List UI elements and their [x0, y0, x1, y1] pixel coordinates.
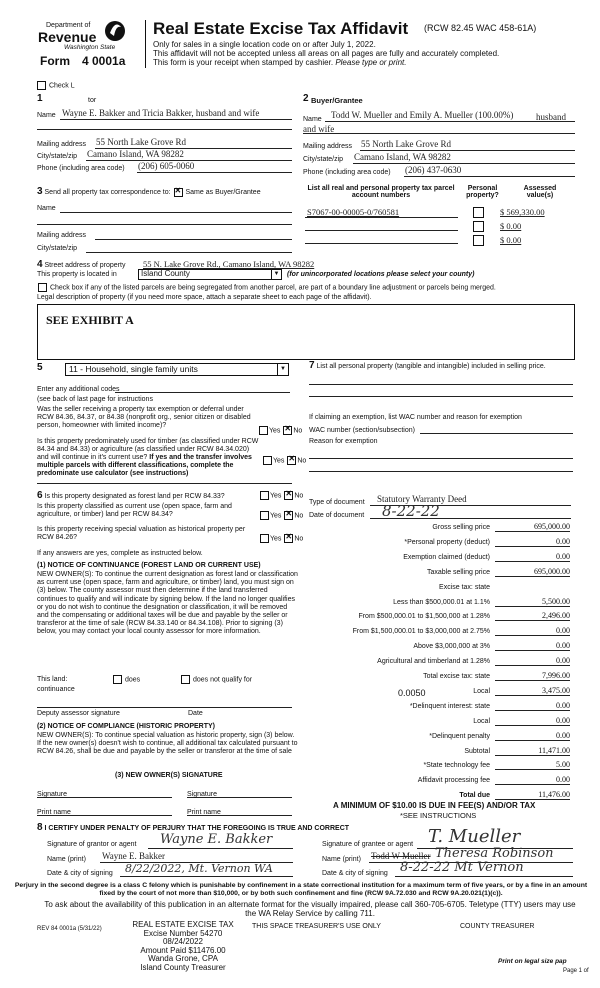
- tax-row-label: *Delinquent interest: state: [409, 702, 490, 710]
- page-number: Page 1 of: [563, 968, 589, 974]
- tax-row-value[interactable]: 2,496.00: [495, 611, 570, 621]
- new-owner-signature-heading: (3) NEW OWNER(S) SIGNATURE: [115, 772, 223, 779]
- yes-label: Yes: [269, 427, 281, 435]
- buyer-name[interactable]: Todd W. Mueller and Emily A. Mueller (100.00%): [331, 110, 514, 120]
- use-code-select[interactable]: [65, 363, 289, 376]
- segregated-line: [37, 283, 496, 292]
- buyer-name-cont-1: husband: [536, 112, 566, 122]
- chevron-down-icon[interactable]: ▼: [271, 270, 281, 279]
- segregated-checkbox[interactable]: [38, 283, 47, 292]
- buyer-mail-label: Mailing address: [303, 143, 353, 150]
- deputy-signature-label: Deputy assessor signature: [37, 710, 120, 717]
- continuance-heading: (1) NOTICE OF CONTINUANCE (FOREST LAND OR CURRENT USE): [37, 562, 261, 569]
- does-not-option: [180, 675, 252, 684]
- treasurer-stamp: [128, 921, 238, 972]
- exemption-question: Was the seller receiving a property tax exemption or deferral under RCW 84.36, 84.37, or 84.38 (nonprofit org., senior citizen or disabled person, homeowner with limited income)?: [37, 406, 251, 429]
- personal-checkbox-2[interactable]: [473, 221, 484, 232]
- section-1-number: 1: [37, 93, 43, 104]
- section-5-number: 5: [37, 362, 43, 373]
- personal-checkbox-1[interactable]: [473, 207, 484, 218]
- tax-row-value[interactable]: 695,000.00: [495, 522, 570, 532]
- legal-description-box[interactable]: [37, 304, 575, 360]
- grantor-name-label: Name (print): [47, 856, 86, 863]
- tax-row: [310, 777, 570, 789]
- note-line-3: [153, 58, 406, 67]
- section-3: [37, 186, 261, 197]
- section-1-heading: tor: [88, 97, 97, 104]
- no-label: No: [294, 535, 304, 543]
- tax-row: [310, 584, 570, 596]
- tax-row-label: Local: [473, 687, 490, 695]
- stamp-office: Island County Treasurer: [140, 962, 226, 972]
- parcel-number-1[interactable]: S7067-00-00005-0/760581: [307, 207, 400, 217]
- county-value: Island County: [141, 269, 190, 278]
- tax-row: [310, 643, 570, 655]
- street-label: Street address of property: [44, 262, 126, 269]
- timber-yes-no: [262, 456, 306, 465]
- forest-yes-checkbox[interactable]: [260, 491, 269, 500]
- check-line: [36, 81, 75, 90]
- forest-yes-no: [259, 491, 303, 500]
- tax-row-value[interactable]: 11,476.00: [495, 790, 570, 800]
- assessed-value-3[interactable]: $ 0.00: [500, 235, 522, 245]
- tax-row: [310, 685, 570, 700]
- same-as-buyer-label: Same as Buyer/Grantee: [185, 189, 261, 196]
- corr-city-label: City/state/zip: [37, 245, 78, 252]
- local-rate: 0.0050: [398, 688, 426, 698]
- use-code-value: 11 - Household, single family units: [69, 364, 198, 374]
- timber-question: [37, 438, 262, 478]
- current-use-yes-checkbox[interactable]: [260, 511, 269, 520]
- revenue-logo-text: Revenue: [38, 29, 97, 45]
- tax-row: [310, 745, 570, 760]
- doc-type[interactable]: Statutory Warranty Deed: [377, 494, 467, 504]
- note-line-3-text: This form is your receipt when stamped by cashier.: [153, 58, 334, 67]
- note-line-2: This affidavit will not be accepted unless all areas on all pages are fully and accurately completed.: [153, 49, 500, 58]
- see-instructions: *SEE INSTRUCTIONS: [400, 811, 477, 820]
- property-street[interactable]: 55 N. Lake Grove Rd., Camano Island, WA 98282: [143, 259, 315, 269]
- seller-city[interactable]: Camano Island, WA 98282: [87, 149, 184, 159]
- buyer-city[interactable]: Camano Island, WA 98282: [354, 152, 451, 162]
- tax-row-value[interactable]: 0.00: [495, 731, 570, 741]
- grantor-date[interactable]: 8/22/2022, Mt. Vernon WA: [125, 862, 273, 875]
- note-line-3-italic: Please type or print.: [335, 58, 407, 67]
- legal-label: Legal description of property (if you need more space, attach a separate sheet to each page of the affidavit).: [37, 294, 372, 301]
- grantee-signature[interactable]: T. Mueller: [428, 826, 521, 847]
- historic-question: Is this property receiving special valuation as historical property per RCW 84.26?: [37, 526, 246, 541]
- grantor-sig-label: Signature of grantor or agent: [47, 841, 137, 848]
- tax-row: [310, 730, 570, 745]
- page-title: Real Estate Excise Tax Affidavit: [153, 19, 409, 38]
- no-label: No: [294, 492, 304, 500]
- section-3-number: 3: [37, 186, 43, 197]
- grantee-name-struck: Todd W Mueller: [371, 851, 431, 861]
- legal-description: SEE EXHIBIT A: [46, 313, 134, 327]
- doc-date-label: Date of document: [309, 512, 365, 519]
- tax-row-value[interactable]: 3,475.00: [495, 686, 570, 696]
- buyer-phone-label: Phone (including area code): [303, 169, 391, 176]
- tax-row-label: *Delinquent penalty: [429, 732, 490, 740]
- doc-date[interactable]: 8-22-22: [382, 502, 440, 520]
- does-option: [112, 675, 140, 684]
- owner-print-label-1: Print name: [37, 809, 71, 816]
- parcel-header: List all real and personal property tax parcel account numbers: [307, 185, 455, 199]
- forest-no-checkbox[interactable]: [284, 491, 293, 500]
- tax-row: [310, 566, 570, 581]
- grantor-name[interactable]: Wayne E. Bakker: [102, 851, 165, 861]
- tax-row: [310, 700, 570, 715]
- tax-row-value[interactable]: 11,471.00: [495, 746, 570, 756]
- historic-no-checkbox[interactable]: [284, 534, 293, 543]
- department-label: Department of: [46, 22, 91, 29]
- tax-row: [310, 762, 570, 774]
- tax-row-label: Gross selling price: [432, 524, 490, 531]
- timber-question-text: Is this property predominately used for timber (as classified under RCW 84.34 and 84.33) or agriculture (as classified under RCW 84.34.020) and will continue in it's current use?: [37, 438, 259, 461]
- if-yes-text: If any answers are yes, complete as instructed below.: [37, 550, 203, 557]
- tax-row-label: From $500,000.01 to $1,500,000 at 1.28%: [358, 613, 490, 621]
- grantee-date[interactable]: 8-22-22 Mt Vernon: [400, 860, 524, 875]
- owner-print-label-2: Print name: [187, 809, 221, 816]
- revenue-logo-icon: [104, 18, 126, 44]
- form-label: Form: [40, 54, 70, 68]
- buyer-phone[interactable]: (206) 437-0630: [405, 165, 462, 175]
- section-7-text: List all personal property (tangible and intangible) included in selling price.: [316, 363, 546, 370]
- section-3-text: Send all property tax correspondence to:: [44, 189, 171, 196]
- personal-header: Personal property?: [466, 185, 499, 199]
- note-line-1: Only for sales in a single location code on or after July 1, 2022.: [153, 40, 376, 49]
- see-back-label: (see back of last page for instructions: [37, 396, 153, 403]
- certify-text: I CERTIFY UNDER PENALTY OF PERJURY THAT THE FOREGOING IS TRUE AND CORRECT: [44, 825, 350, 832]
- tax-row-value[interactable]: 0.00: [495, 641, 570, 651]
- no-label: No: [297, 457, 307, 465]
- buyer-name-cont-2: and wife: [303, 124, 335, 134]
- does-label: does: [124, 676, 141, 684]
- tax-row-label: Agricultural and timberland at 1.28%: [377, 658, 490, 666]
- forest-question-text: Is this property designated as forest land per RCW 84.33?: [44, 493, 225, 500]
- section-2-number: 2: [303, 93, 309, 104]
- perjury-notice: Perjury in the second degree is a class C felony which is punishable by confinement in a state correctional institution for a maximum term of five years, or by a fine in an amount fixed by the court of not more than $10,000, or by both such confinement and fine (RCW 9A.72.030 and RCW 9A.20.021(1)(c)).: [14, 882, 588, 897]
- grantee-name[interactable]: Theresa Robinson: [435, 846, 554, 861]
- assessed-header: Assessed value(s): [523, 185, 557, 199]
- assessed-value-1[interactable]: $ 569,330.00: [500, 207, 545, 217]
- same-as-buyer-checkbox[interactable]: [174, 188, 183, 197]
- tax-row: [310, 658, 570, 670]
- segregated-label: Check box if any of the listed parcels are being segregated from another parcel, are part of a boundary line adjustment or parcels being merged.: [49, 284, 496, 292]
- corr-name-label: Name: [37, 205, 56, 212]
- tax-row-label: Local: [473, 717, 490, 725]
- tax-row-label: Less than $500,000.01 at 1.1%: [393, 598, 490, 606]
- header: [0, 0, 600, 90]
- personal-checkbox-3[interactable]: [473, 235, 484, 246]
- forest-question: [37, 490, 257, 501]
- tax-row: [310, 524, 570, 536]
- assessed-value-2[interactable]: $ 0.00: [500, 221, 522, 231]
- section-6-number: 6: [37, 490, 43, 501]
- alternate-format-notice: To ask about the availability of this publication in an alternate format for the visually impaired, please call 360-705-6705. Teletype (TTY) users may use the WA Relay Service by calling 711.: [44, 900, 576, 918]
- county-treasurer-label: COUNTY TREASURER: [460, 923, 535, 930]
- seller-mail-label: Mailing address: [37, 141, 87, 148]
- check-box[interactable]: [37, 81, 46, 90]
- historic-yes-checkbox[interactable]: [260, 534, 269, 543]
- buyer-name-label: Name: [303, 116, 322, 123]
- tax-row-label: *State technology fee: [423, 762, 490, 770]
- exemption-no-checkbox[interactable]: [283, 426, 292, 435]
- tax-row-value[interactable]: 0.00: [495, 537, 570, 547]
- chevron-down-icon[interactable]: ▼: [277, 364, 288, 375]
- stamp-date: 08/24/2022: [162, 937, 204, 946]
- timber-no-checkbox[interactable]: [287, 456, 296, 465]
- section-8-number: 8: [37, 822, 43, 833]
- compliance-heading: (2) NOTICE OF COMPLIANCE (HISTORIC PROPERTY): [37, 723, 215, 730]
- minimum-due: A MINIMUM OF $10.00 IS DUE IN FEE(S) AND/OR TAX: [333, 801, 536, 810]
- seller-name-label: Name: [37, 112, 56, 119]
- section-7-number: 7: [309, 360, 315, 371]
- county-label: This property is located in: [37, 271, 117, 278]
- seller-city-label: City/state/zip: [37, 153, 78, 160]
- grantor-signature[interactable]: Wayne E. Bakker: [160, 832, 273, 847]
- tax-row-label: Exemption claimed (deduct): [403, 553, 490, 561]
- tax-row: [310, 628, 570, 640]
- yes-label: Yes: [270, 492, 282, 500]
- rcw-reference: (RCW 82.45 WAC 458-61A): [424, 23, 537, 33]
- seller-phone[interactable]: (206) 605-0060: [138, 161, 195, 171]
- tax-row-label: Affidavit processing fee: [417, 777, 490, 785]
- grantee-date-label: Date & city of signing: [322, 870, 388, 877]
- does-not-checkbox[interactable]: [181, 675, 190, 684]
- timber-yes-checkbox[interactable]: [263, 456, 272, 465]
- tax-row: [310, 596, 570, 611]
- county-select[interactable]: [138, 269, 282, 280]
- compliance-text: NEW OWNER(S): To continue special valuation as historic property, sign (3) below. If the new owner(s) doesn't wish to continue, all additional tax calculated pursuant to RCW 84.26, shall be due and payable by the seller or transferor at the time of sale: [37, 732, 298, 756]
- yes-label: Yes: [270, 535, 282, 543]
- tax-row-value[interactable]: 0.00: [495, 716, 570, 726]
- buyer-city-label: City/state/zip: [303, 156, 344, 163]
- tax-row-value[interactable]: 0.00: [495, 626, 570, 636]
- stamp-title: REAL ESTATE EXCISE TAX: [132, 920, 234, 929]
- owner-signature-label-1: Signature: [37, 791, 67, 798]
- tax-row: [310, 536, 570, 551]
- tax-row-value[interactable]: 0.00: [495, 552, 570, 562]
- yes-label: Yes: [273, 457, 285, 465]
- current-use-question: Is this property classified as current use (open space, farm and agriculture, or timber) land per RCW 84.34?: [37, 503, 232, 518]
- continuance-text: NEW OWNER(S): To continue the current designation as forest land or classification as current use (open space, farm and agriculture, or timber) land, you must sign on (3) below. The county assessor must then determine if the land transferred continues to qualify and will indicate by signing below. If the land no longer qualifies or you do not wish to continue the designation or classification, it will be removed and the compensating or additional taxes will be due and payable by the seller or transferor at the time of sale (RCW 84.33.140 or 84.34.108). Prior to signing (3) below, you may contact your local county assessor for more information.: [37, 571, 298, 636]
- owner-signature-label-2: Signature: [187, 791, 217, 798]
- seller-mail[interactable]: 55 North Lake Grove Rd: [96, 137, 186, 147]
- tax-row-value[interactable]: 0.00: [495, 656, 570, 666]
- timber-question-bold: If yes and the transfer involves multiple parcels with different classifications, complete the predominate use calculator (see instructions): [37, 454, 252, 477]
- reason-label: Reason for exemption: [309, 438, 378, 445]
- this-land-label: This land:: [37, 676, 68, 683]
- seller-phone-label: Phone (including area code): [37, 165, 125, 172]
- section-4-street: [37, 259, 125, 270]
- exemption-claim-label: If claiming an exemption, list WAC number and reason for exemption: [309, 414, 522, 421]
- tax-row: [310, 715, 570, 730]
- does-not-label: does not qualify for: [192, 676, 253, 684]
- exemption-yes-no: [258, 426, 302, 435]
- deputy-date-label: Date: [188, 710, 203, 717]
- tax-row-label: From $1,500,000.01 to $3,000,000 at 2.75%: [352, 628, 490, 636]
- continuance-label: continuance: [37, 686, 75, 693]
- county-note: (for unincorporated locations please select your county): [287, 271, 475, 278]
- grantee-name-label: Name (print): [322, 856, 361, 863]
- tax-row-label: Above $3,000,000 at 3%: [413, 643, 490, 651]
- add-codes-label: Enter any additional codes: [37, 386, 120, 393]
- yes-label: Yes: [270, 512, 282, 520]
- tax-row-value[interactable]: 0.00: [495, 775, 570, 785]
- tax-row: [310, 551, 570, 566]
- form-number: 4 0001a: [82, 54, 126, 68]
- tax-row-value[interactable]: 695,000.00: [495, 567, 570, 577]
- stamp-paid: Amount Paid $11476.00: [140, 945, 226, 955]
- treasurer-use-label: THIS SPACE TREASURER'S USE ONLY: [252, 923, 381, 930]
- corr-mail-label: Mailing address: [37, 232, 87, 239]
- doc-type-label: Type of document: [309, 499, 365, 506]
- tax-row-value[interactable]: 7,996.00: [495, 671, 570, 681]
- historic-yes-no: [259, 534, 303, 543]
- print-legal-note: Print on legal size pap: [498, 958, 567, 965]
- tax-row-label: Total excise tax: state: [423, 673, 490, 680]
- tax-row-value[interactable]: 5,500.00: [495, 597, 570, 607]
- wac-label: WAC number (section/subsection): [309, 427, 415, 434]
- tax-row: [310, 673, 570, 685]
- no-label: No: [293, 427, 303, 435]
- check-label: Check L: [48, 82, 75, 90]
- tax-row-label: *Personal property (deduct): [404, 538, 490, 546]
- does-checkbox[interactable]: [113, 675, 122, 684]
- tax-row-label: Total due: [459, 792, 490, 800]
- stamp-number: Excise Number 54270: [143, 928, 223, 938]
- seller-name[interactable]: Wayne E. Bakker and Tricia Bakker, husband and wife: [62, 108, 260, 118]
- section-2-heading: Buyer/Grantee: [311, 96, 363, 105]
- stamp-name: Wanda Grone, CPA: [148, 954, 218, 963]
- tax-row: [310, 613, 570, 625]
- section-4-number: 4: [37, 259, 43, 270]
- header-divider: [145, 20, 146, 68]
- current-use-yes-no: [259, 511, 303, 520]
- tax-row-label: Taxable selling price: [426, 568, 490, 576]
- state-label: Washington State: [64, 44, 116, 51]
- revision-label: REV 84 0001a (5/31/22): [37, 926, 102, 932]
- tax-row-label: Excise tax: state: [439, 583, 490, 591]
- tax-row-value[interactable]: 0.00: [495, 701, 570, 711]
- tax-row-value[interactable]: 5.00: [495, 760, 570, 770]
- no-label: No: [294, 512, 304, 520]
- current-use-no-checkbox[interactable]: [284, 511, 293, 520]
- grantee-sig-label: Signature of grantee or agent: [322, 841, 414, 848]
- tax-row-label: Subtotal: [464, 747, 490, 755]
- exemption-yes-checkbox[interactable]: [259, 426, 268, 435]
- section-7: [309, 362, 571, 371]
- buyer-mail[interactable]: 55 North Lake Grove Rd: [361, 139, 451, 149]
- grantor-date-label: Date & city of signing: [47, 870, 113, 877]
